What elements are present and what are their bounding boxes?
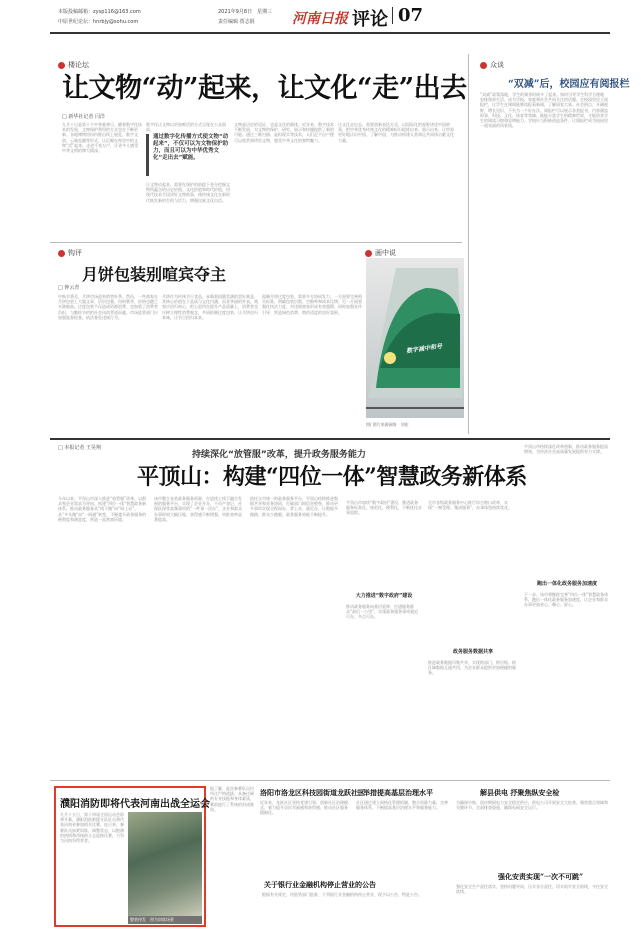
sanjiao-headline: 三举措提高基层治理水平 — [356, 788, 433, 797]
mooncake-author: □ 钟云青 — [58, 285, 80, 291]
loan-body: 根据有关规定，经监管部门批准，下列银行业金融机构停止营业，现予以公告，特此公告。 — [262, 892, 422, 897]
rule-3 — [50, 780, 610, 781]
pds-body-col3: 依托全市统一的政务服务平台，平顶山持续推进数据共享和业务协同，打破部门间信息壁垒，推动更多事项实现全程网办、掌上办、就近办，让数据多跑路、群众少跑腿，政务服务效能不断提升。 — [250, 496, 338, 517]
main-body-col2: 让文物动起来，需要在保护的前提下充分挖掘文物所蕴含的历史价值、文化价值和时代价值，用现代技术手段讲好文物故事，使传统文化在新时代焕发新的生机与活力，增强民族文化自信。 — [146, 182, 230, 203]
column-dot-icon — [365, 250, 372, 257]
main-body-col3: 文物是历史的见证，也是文化的载体。近年来，数字技术不断发展，为文物的保护、研究、展示和传播提供了新的可能。通过三维扫描、虚拟现实等技术，人们足不出户便可以欣赏到珍贵文物，感受中华文化的独特魅力。 — [234, 122, 334, 143]
mooncake-body-col1: 中秋节将至，月饼市场迎来销售旺季。然而，一些商家在月饼包装上大做文章，层层包裹、用料奢华，价格也随之水涨船高。过度包装不仅造成资源浪费，也加重了消费者负担，与勤俭节约的社会风尚背道而驰。市场监管部门应加强监督检查，依法查处违规行为。 — [58, 294, 158, 320]
page-number: 07 — [398, 5, 424, 26]
sidebar-body: “双减”政策落地，学生的课余时间多了起来。如何引导学生科学合理地安排课余生活，成为学校、家庭和社会共同关注的话题。在校园里设立阅报栏，让学生在课间能够读报看新闻，了解国家大事、社会热点，开阔视野，增长见识，不失为一个好办法。阅报栏可以展示各类报刊，内容涵盖时事、科技、文化、体育等领域，既能丰富学生的精神世界，又能培养学生的阅读习惯和思辨能力。学校应当积极创造条件，让阅报栏成为校园里一道亮丽的风景线。 — [480, 92, 608, 129]
main-body-col4: 让文化走出去，需要创新表达方式，以国际化的视野讲述中国故事，把中华优秀传统文化的精神标识提炼出来、展示出来，让世界更好地认识中国、了解中国，为推动构建人类命运共同体贡献文化力量。 — [338, 122, 454, 143]
sidebar-column-label: 众谈 — [480, 60, 504, 70]
pds-subhead-1: 大力推进“数字政府”建设 — [355, 593, 413, 599]
cartoon-caption: 图/ 图片来源网络 刘宏 — [366, 422, 409, 427]
page-header — [0, 0, 641, 44]
pds-subtitle: 持续深化“放管服”改革，提升政务服务能力 — [192, 450, 366, 460]
puyang-photo-caption: 整装待发 图为训练场景 — [128, 916, 202, 924]
rule-2 — [50, 438, 610, 440]
pds-headline: 平顶山：构建“四位一体”智慧政务新体系 — [137, 464, 527, 490]
bottom-col-a: 据了解，此次参赛队员均经过严格选拔，具备过硬的专业技能和身体素质，赛前进行了系统的封闭集训。 — [210, 786, 254, 812]
pds-subhead-2: 政务服务数据共享 — [452, 649, 493, 655]
pds-body-col6a: 平顶山市持续深化改革创新，推动政务服务提质增效，为经济社会高质量发展提供有力支撑。 — [524, 444, 608, 455]
puyang-body: 九月十五日，第十四届全国运动会即将开幕，濮阳消防救援支队队员将代表河南省参加相关比赛。连日来，参赛队员加紧训练，调整状态，以饱满的热情和昂扬的斗志迎接比赛，力争为河南争得荣誉。 — [60, 812, 124, 844]
luoyang-headline: 洛阳市洛龙区科技园街道龙跃社区 — [260, 788, 365, 797]
issue-date: 2021年9月8日 星期三 — [218, 9, 273, 15]
section-name: 评论 — [352, 9, 388, 30]
sanjiao-body: 社区通过建立网格化管理机制，整合资源力量，完善服务体系，不断提高基层治理水平和服务能力。 — [356, 800, 448, 811]
pds-body-col2: 该市整合各类政务服务资源，打造线上线下融合发展的服务平台，实现了企业开办、不动产登记、社保医保等高频事项的“一件事一次办”，企业和群众办事时间大幅压缩，获得感不断增强，审批效率显著提高。 — [154, 496, 243, 522]
train-slogan: 数字减中和号 — [405, 342, 443, 355]
pds-body-col4a: 平顶山市加快“数字政府”建设，推进政务服务标准化、规范化、便利化，不断优化办事流程。 — [346, 500, 422, 516]
column-dot-icon — [480, 62, 487, 69]
pds-author: □ 本报记者 王昊翔 — [58, 445, 101, 451]
insurance-body: 为确保中秋、国庆期间电力安全稳定供应，供电公司开展安全大检查，聚焦重点领域和关键环节，全面排查隐患，确保电网安全运行。 — [456, 800, 608, 811]
puyang-photo — [128, 812, 202, 916]
rule-1 — [50, 242, 462, 243]
puyang-headline: 濮阳消防即将代表河南出战全运会 — [60, 799, 210, 810]
cartoon-illustration — [366, 258, 464, 418]
header-rule — [50, 32, 610, 34]
sidebar-headline: “双减”后，校园应有阅报栏 — [508, 79, 630, 90]
column-divider — [468, 54, 469, 434]
editor-email: 本版投稿邮箱：zysp116@163.com — [58, 9, 141, 15]
mooncake-body-col2: 月饼作为传统节日食品，承载着团圆美满的美好寓意，其核心价值在于品质与文化内涵，而非华丽的外表。商家应回归初心，把心思用在提升产品质量上，消费者也应树立理性消费观念，共同抵制过度包装，让月饼回归本味，让节日回归本真。 — [162, 294, 258, 320]
bottomright-body: 强化安全生产责任落实，坚持问题导向，压实各方责任，切实筑牢安全防线，守住安全底线。 — [456, 884, 608, 895]
insurance-headline: 解县供电 抒聚焦纵安全检 — [480, 788, 560, 797]
cartoon-column-label: 画中说 — [365, 248, 396, 258]
loan-headline: 关于银行业金融机构停止营业的公告 — [264, 880, 376, 889]
main-body-col2-top: 数字化让文物以更加鲜活的方式呈现在公众面前。 — [146, 122, 226, 132]
train-drawing — [366, 258, 464, 418]
luoyang-body: 近年来，龙跃社区坚持党建引领，创新社区治理模式，着力提升居民幸福感和获得感，推动社区服务精细化。 — [260, 800, 348, 816]
forum-email: 中原世纪论坛：hnrbjy@sohu.com — [58, 19, 139, 25]
main-author: □ 新华社记者 闫洋 — [62, 114, 105, 120]
column-dot-icon — [58, 250, 65, 257]
bottomright-headline: 强化安责实现“一次不可跳” — [498, 872, 584, 881]
mooncake-column-label: 钩评 — [58, 248, 82, 258]
pds-body-col5a: 全市各级政务服务中心推行综合窗口改革，实现“一窗受理、集成服务”，办事体验持续优化。 — [428, 500, 513, 511]
main-headline: 让文物“动”起来，让文化“走”出去 — [62, 73, 467, 104]
responsible-editor: 责任编辑 贾志锟 — [218, 19, 255, 25]
pds-body-col6b: 下一步，该市将继续完善“四位一体”智慧政务体系，跑出一体化政务服务加速度，让企业和群众办事更加省心、顺心、舒心。 — [524, 592, 609, 608]
main-pullquote: 通过数字化传播方式使文物“动起来”，不仅可以为文物保护助力，而且可以为中华优秀文化“走出去”赋能。 — [146, 134, 230, 176]
header-divider — [392, 7, 393, 24]
main-column-label: 楼论坛 — [58, 60, 89, 70]
main-body-col1: 九月十日是第十个中华慈善日，随着数字化技术的发展，文物保护利用的方式也在不断更新。各地博物馆纷纷推出线上展览、数字文创、云端直播等形式，让沉睡在库房中的文物“活”起来，走进千家万户，让更多人感受中华文明的博大精深。 — [62, 122, 142, 154]
pds-body-col4b: 推动政务服务向基层延伸，打通服务群众“最后一公里”，实现政务服务事项就近可办、多点可办。 — [346, 604, 419, 620]
paper-logo: 河南日报 — [292, 11, 348, 27]
pds-body-col1: 今年以来，平顶山市深入推进“放管服”改革，以群众和企业需求为导向，构建“四位一体”智慧政务新体系，推动政务服务从“线下跑”向“网上办”、从“多头跑”向“一网通”转变，不断提升政务服务的便利度和满意度，营造一流营商环境。 — [58, 496, 147, 522]
mooncake-headline: 月饼包装别喧宾夺主 — [82, 265, 227, 284]
pds-body-col5b: 推进政务数据归集共享，实现跨部门、跨层级、跨区域数据互通共用，为企业群众提供更加便捷的服务。 — [428, 660, 516, 676]
pds-subhead-3: 跑出一体化政务服务加速度 — [536, 581, 597, 587]
mooncake-body-col3: 遏制月饼过度包装，需要多方协同发力。一方面要完善相关标准，明确包装层数、空隙率和成本比例；另一方面要强化执法力度，对违规商家形成有效震慑，同时加强宣传引导，营造绿色消费、简约适度的良好氛围。 — [262, 294, 362, 315]
